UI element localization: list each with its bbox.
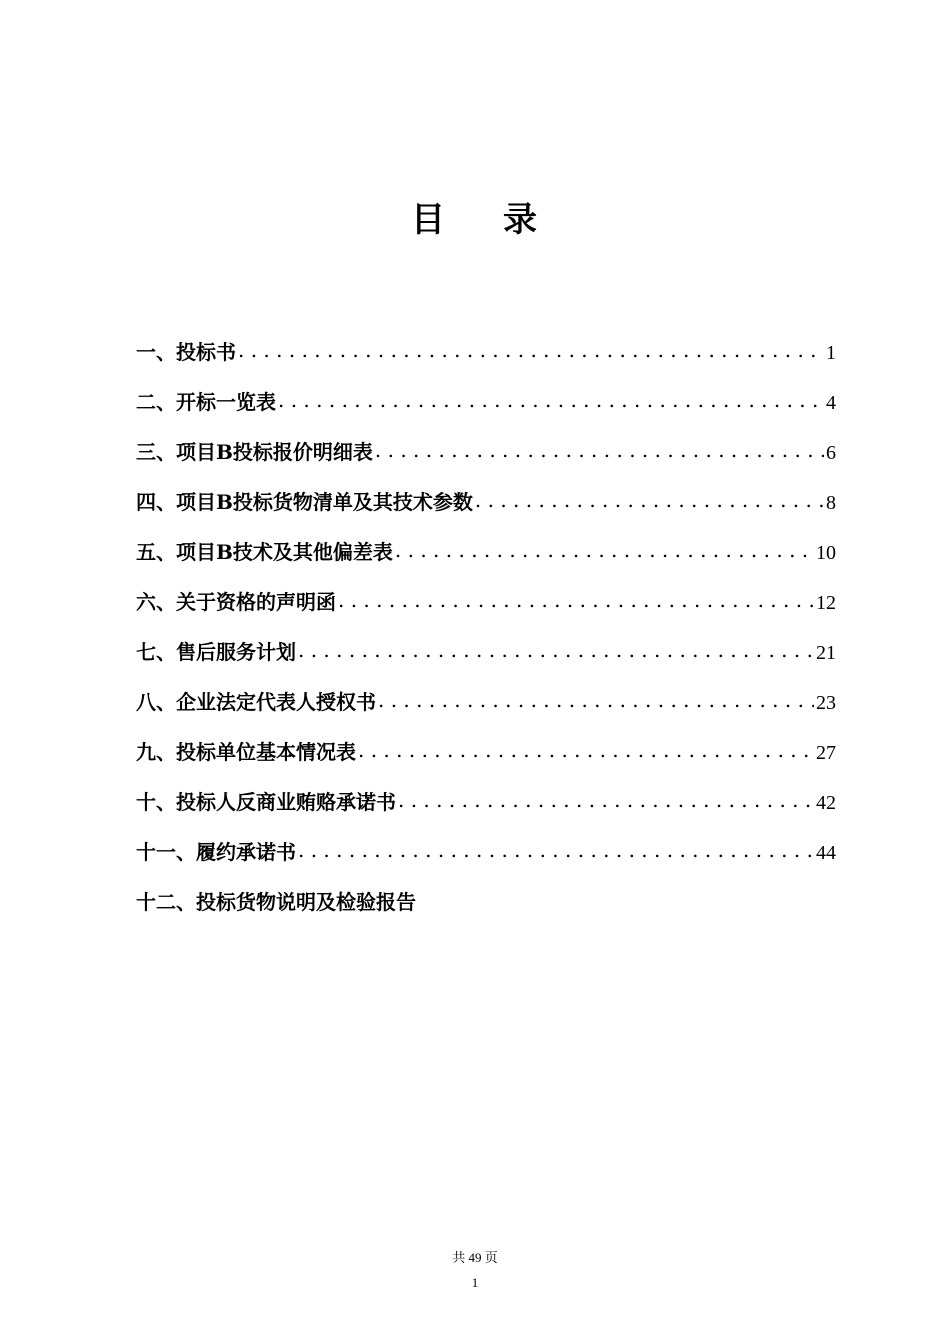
title-char-1: 目 — [411, 200, 447, 240]
toc-item-page: 10 — [816, 542, 836, 564]
toc-item-11[interactable] — [136, 836, 836, 886]
toc-item-page: 12 — [816, 592, 836, 614]
footer-total-pages: 共 49 页 — [452, 1250, 498, 1265]
toc-item-10[interactable] — [136, 786, 836, 836]
toc-item-5[interactable] — [136, 536, 836, 586]
toc-item-1[interactable] — [136, 336, 836, 386]
toc-item-page: 6 — [826, 442, 836, 464]
toc-item-12[interactable] — [136, 886, 836, 936]
page-title — [0, 192, 950, 241]
dot-leader — [375, 438, 824, 462]
dot-leader — [475, 488, 824, 512]
toc-item-page: 42 — [816, 792, 836, 814]
dot-leader — [298, 638, 814, 662]
toc-item-label: 四、项目B投标货物清单及其技术参数 — [136, 490, 473, 514]
toc-item-2[interactable] — [136, 386, 836, 436]
dot-leader — [398, 788, 814, 812]
footer-page-number: 1 — [471, 1275, 479, 1290]
toc-item-label: 十、投标人反商业贿赂承诺书 — [136, 790, 396, 814]
toc-item-label: 一、投标书 — [136, 340, 236, 364]
toc-item-label: 八、企业法定代表人授权书 — [136, 690, 376, 714]
toc-item-7[interactable] — [136, 636, 836, 686]
toc-item-page: 27 — [816, 742, 836, 764]
toc-item-8[interactable] — [136, 686, 836, 736]
toc-item-page: 1 — [826, 342, 836, 364]
toc-item-label: 六、关于资格的声明函 — [136, 590, 336, 614]
toc-item-page: 44 — [816, 842, 836, 864]
dot-leader — [395, 538, 814, 562]
toc-item-page: 21 — [816, 642, 836, 664]
toc-item-label: 十一、履约承诺书 — [136, 840, 296, 864]
dot-leader — [278, 388, 824, 412]
dot-leader — [358, 738, 814, 762]
toc-item-page: 4 — [826, 392, 836, 414]
toc-item-label: 五、项目B技术及其他偏差表 — [136, 540, 393, 564]
toc-item-4[interactable] — [136, 486, 836, 536]
toc-item-6[interactable] — [136, 586, 836, 636]
dot-leader — [298, 838, 814, 862]
dot-leader — [238, 338, 824, 362]
toc-item-label: 九、投标单位基本情况表 — [136, 740, 356, 764]
toc-item-label: 七、售后服务计划 — [136, 640, 296, 664]
toc-item-label: 十二、投标货物说明及检验报告 — [136, 890, 416, 914]
toc-item-label: 二、开标一览表 — [136, 390, 276, 414]
toc-item-page: 23 — [816, 692, 836, 714]
toc-item-label: 三、项目B投标报价明细表 — [136, 440, 373, 464]
dot-leader — [378, 688, 814, 712]
toc-item-9[interactable] — [136, 736, 836, 786]
title-char-2: 录 — [503, 200, 539, 240]
table-of-contents — [136, 336, 836, 936]
toc-item-3[interactable] — [136, 436, 836, 486]
toc-item-page: 8 — [826, 492, 836, 514]
dot-leader — [338, 588, 814, 612]
